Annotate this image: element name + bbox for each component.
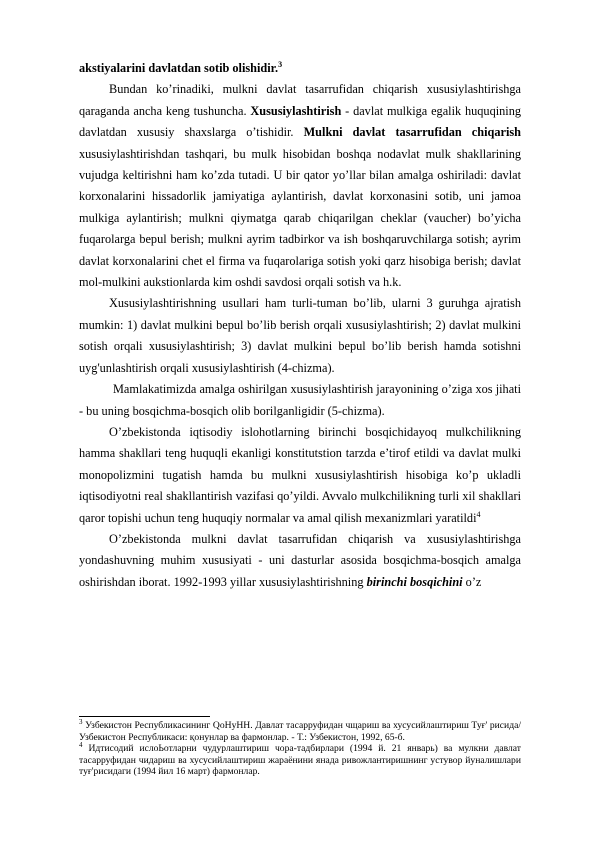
footnote-3 bbox=[79, 717, 521, 743]
text-run: - davlat mulkiga egalik huquqining davlatdan xususiy shaxslarga o’tishidir. bbox=[79, 103, 521, 140]
term-xususiylashtirish: Xususiylashtirish bbox=[250, 103, 342, 118]
opening-bold-text: akstiyalarini davlatdan sotib olishidir. bbox=[79, 61, 279, 75]
paragraph-reforms bbox=[79, 422, 521, 529]
footnotes-section bbox=[79, 717, 521, 778]
footnote-ref-3[interactable]: 3 bbox=[278, 59, 283, 69]
text-run: O’zbekistonda iqtisodiy islohotlarning birinchi bosqichidayoq mulkchilikning hamma shakllari teng huquqli ekanligi konstitutstion tarzda e’tirof etildi va davlat mulki monopolizmini tugatish hamda bu mulkni xususiylashtirish hisobiga ko’p ukladli iqtisodiyotni real shakllantirish vazifasi qo’yildi. Avvalo mulkchilikning turli xil shakllari qaror topishi uchun teng huquqiy normalar va amal qilish mexanizmlari yaratildi bbox=[79, 424, 521, 525]
text-run: O’zbekistonda mulkni davlat tasarrufidan chiqarish va xususiylashtirishga yondashuvning muhim xususiyati - uni dasturlar asosida bosqichma-bosqich amalga oshirishdan iborat. 1992-1993 yillar xususiylashtirishning bbox=[79, 531, 521, 589]
footnote-text: Идтисодий ислоЬотларни чудурлаштириш чора-тадбирлари (1994 й. 21 январь) ва мулкни давлат тасарруфидан чидариш ва хусусийлаштириш жараёнини янада ривожлантиришнинг устувор йуналишлари туғ'рисидаги (1994 йил 16 март) фармонлар. bbox=[79, 743, 521, 778]
paragraph-stages: Mamlakatimizda amalga oshirilgan xususiylashtirish jarayonining o’ziga xos jihati - bu uning bosqichma-bosqich olib borilganligidir (5-chizma). bbox=[79, 382, 521, 418]
text-run: xususiylashtirishdan tashqari, bu mulk hisobidan boshqa nodavlat mulk shakllarining vujudga keltirishni ham ko’zda tutadi. U bir qator yo’llar bilan amalga oshiriladi: davlat korxonalarini hissadorlik jamiyatiga aylantirish, davlat korxonasini sotib, uni jamoa mulkiga aylantirish; mulkni qiymatga qarab chiqarilgan cheklar (vaucher) bo’yicha fuqarolarga bepul berish; mulkni ayrim tadbirkor va ish boshqaruvchilarga sotish; ayrim davlat korxonalarini chet el firma va fuqarolariga sotish yoki qarz hisobiga berish; davlat mol-mulkini aukstionlarda kim oshdi savdosi orqali sotish va h.k. bbox=[79, 146, 521, 290]
paragraph-definition bbox=[79, 79, 521, 293]
text-run: Bundan ko’rinadiki, mulkni davlat tasarrufidan chiqarish xususiylashtirishga qaraganda ancha keng tushuncha. bbox=[79, 82, 521, 118]
footnote-4 bbox=[79, 743, 521, 778]
footnote-number: 4 bbox=[79, 741, 83, 749]
paragraph-approach bbox=[79, 529, 521, 593]
footnote-text: Узбекистон Республикасининг QoHyHH. Давлат тасарруфидан чщариш ва хусусийлаштириш Туғ' рисида/Узбекистон Республикаси: қонунлар ва фармонлар. - Т.: Узбекистон, 1992, 65-б. bbox=[79, 720, 521, 743]
footnote-separator bbox=[79, 716, 210, 717]
paragraph-opening bbox=[79, 58, 521, 79]
document-body bbox=[79, 58, 521, 593]
text-run: o’z bbox=[462, 574, 482, 589]
footnote-number: 3 bbox=[79, 717, 83, 726]
term-mulkni-davlat-tasarrufidan-chiqarish: Mulkni davlat tasarrufidan chiqarish bbox=[303, 125, 521, 140]
emphasis-birinchi-bosqichini: birinchi bosqichini bbox=[366, 574, 463, 589]
footnote-ref-4[interactable]: 4 bbox=[476, 509, 481, 519]
paragraph-methods: Xususiylashtirishning usullari ham turli-tuman bo’lib, ularni 3 guruhga ajratish mumkin: 1) davlat mulkini bepul bo’lib berish orqali xususiylashtirish; 2) davlat mulkini sotish orqali xususiylashtirish; 3) davlat mulkini bepul bo’lib berish hamda sotishni uyg'unlashtirish orqali xususiylashtirish (4-chizma). bbox=[79, 296, 521, 375]
